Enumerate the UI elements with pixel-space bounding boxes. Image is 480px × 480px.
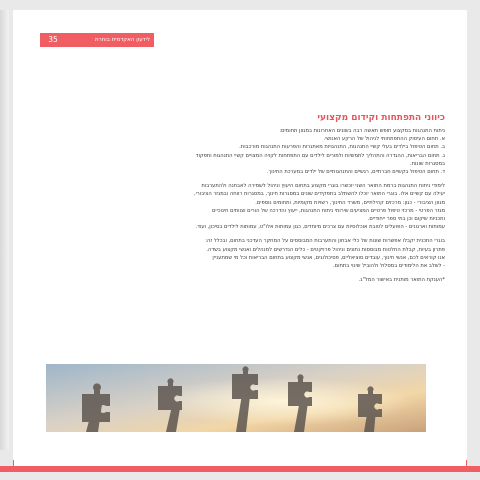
- paragraph-line: ב. תחום הטיפול בילדים בעלי קשיי התנהגות, התנהגויות מאתגרות והפרעות התנהגות מורכבות.: [239, 144, 445, 151]
- paragraph-line: א. תחום העיסוק ההתפתחותי לניהול של הרקע האנושי.: [323, 136, 445, 143]
- paragraph-line: פתרון בעיות, קבלת החלטות מבוססות נתונים וניהול פרויקטים - כלים הנדרשים למנהלים ואנשי מקצוע בשדה.: [206, 246, 445, 253]
- paragraph-line: עמותות וארגונים - הפועלים לטובת אוכלוסיות עם צרכים מיוחדים, כגון עמותות אלו"ט, עמותות לילדים בסיכון, ועוד.: [195, 224, 445, 231]
- paragraph-line: מגזר הפרטי - מרכזי טיפול פרטיים המציעים שירותי ניתוח התנהגות, ייעוץ והדרכה של הורים וצוותים חינוכיים: [211, 207, 445, 214]
- section-title: כיווני התפתחות וקידום מקצועי: [317, 113, 445, 123]
- paragraph-line: - לשלב את הלימודים במסלול ולהוביל שינוי בתחום.: [333, 263, 445, 270]
- paragraph-line: ותכניות שיקום וכן בתי ספר ייחודיים.: [367, 216, 445, 223]
- article-content: [40, 112, 445, 284]
- paragraph-line: ד. תחום הטיפול בקשיים חברתיים, רגשיים והתנהגותיים של ילדים במערכת החינוך.: [266, 169, 445, 176]
- paragraph-line: יעילה עם קשיים אלו. בוגרי התואר יוכלו להשתלב בתפקידים שונים במסגרות חינוך, במסגרות רווחה ובמגזר הציבורי,: [193, 191, 445, 198]
- crop-mark-left: [13, 460, 14, 466]
- paragraph-list: [40, 127, 445, 284]
- paragraph-line: בוגרי התכנית יקבלו אפשרות שונות של כלי אבחון והתערבות המבוססים על המחקר העדכני בתחום, ובכלל זה:: [205, 238, 445, 245]
- page-fold-shadow: [0, 10, 9, 450]
- paragraph-line: ג. תחום הבריאות, ההגדרה והתהליך לתמשיות ולמורים לילדים עם התפתחות לקויה המצויים קשיי התנהגות ותפקוד: [195, 152, 445, 159]
- paragraph-line: ניתוח התנהגות במקצוע חופש תאשה רבה בשונים האחרונות במגוון תחומים:: [279, 128, 445, 134]
- puzzle-photo-image: [46, 364, 426, 432]
- paragraph-line: לימודי ניתוח התנהגות ברמת התואר השני יוכשרו בוגרי מקצוע בתחום היעוץ וניהול לשמירה לאבחנה ולהתערבות: [201, 183, 445, 190]
- header-title: לידעון האקדמית בוחרת: [94, 37, 150, 43]
- paragraph-line: מגוון הציבורי - כגון: מרכזים קהילתיים, משרד החינוך, רשויות מקומיות, ותחומים נוספים.: [255, 199, 445, 206]
- puzzle-hands-photo: [46, 364, 426, 432]
- paragraph-line: אנו קוראים לכם, אנשי חינוך, עובדים סוציאליים, פסיכולוגים, אנשי מקצוע בתחום הבריאות וכל מי שמתעניין: [212, 254, 445, 261]
- page-number: 35: [48, 35, 58, 44]
- bottom-accent-strip: [0, 466, 480, 472]
- paragraph-line: במסגרות שונות.: [409, 160, 445, 167]
- crop-mark-right: [466, 460, 467, 466]
- paragraph-line: *הענקת התואר מותנית באישור המל"ג.: [358, 277, 445, 284]
